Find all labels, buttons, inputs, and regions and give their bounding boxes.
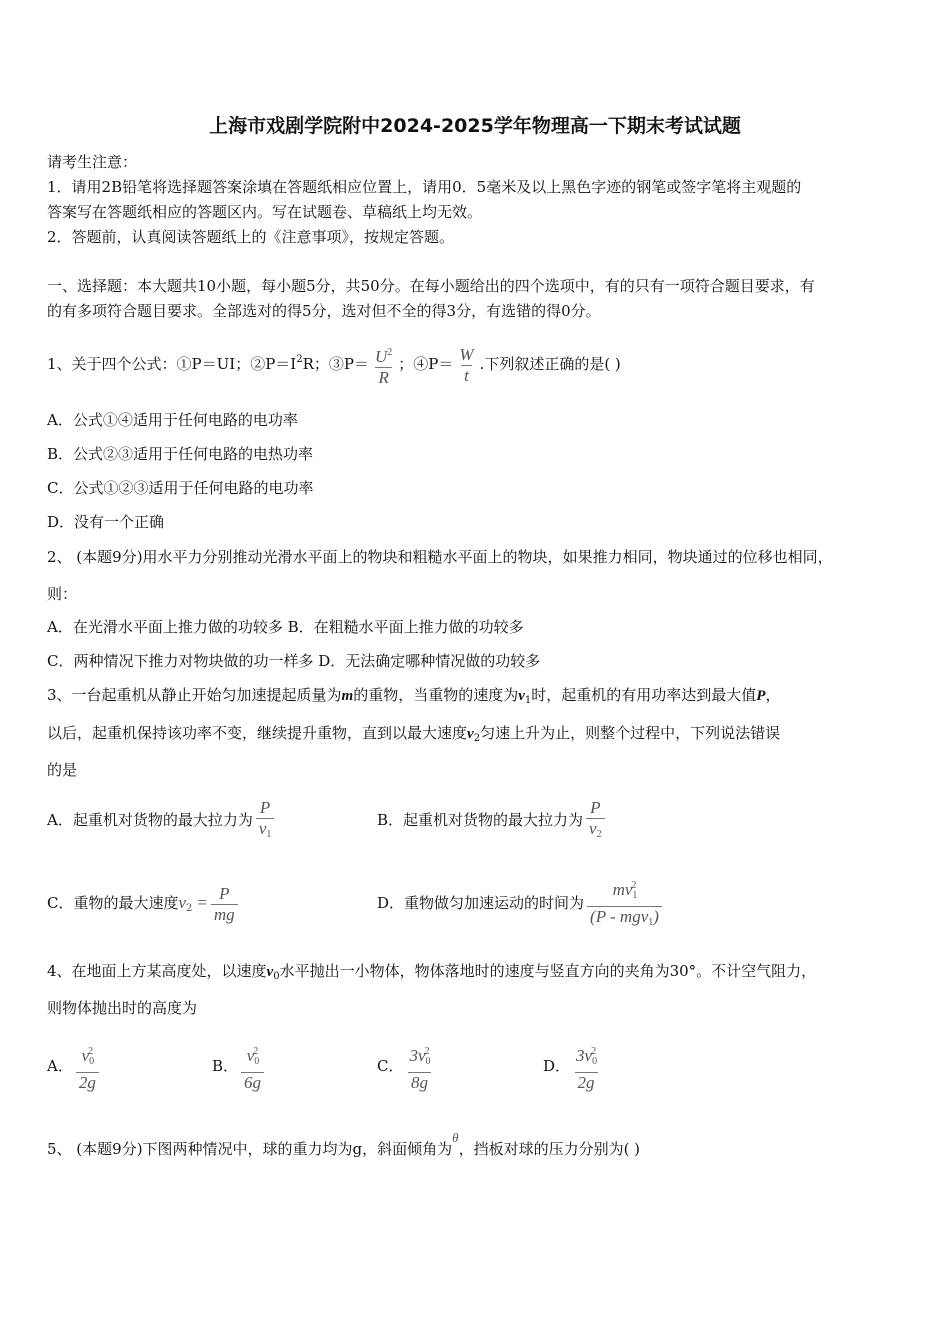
question-4-line-2: 则物体抛出时的高度为 <box>47 999 198 1017</box>
notice-line-2: 2．答题前，认真阅读答题纸上的《注意事项》，按规定答题。 <box>47 228 455 246</box>
formula-3v0sq-over-2g: $\frac{3v_0^2}{2g}$ <box>576 1045 598 1092</box>
formula-w-over-t: $\frac{W}{t}$ <box>459 344 474 385</box>
question-3-line-2: 以后，起重机保持该功率不变，继续提升重物，直到以最大速度$v_2$匀速上升为止，则整个过程中，下列说法错误 <box>47 724 781 744</box>
question-3-line-1: 3、一台起重机从静止开始匀加速提起质量为m的重物，当重物的速度为$v_1$时，起重机的有用功率达到最大值P， <box>47 686 781 706</box>
q1-option-c: C．公式①②③适用于任何电路的电功率 <box>47 479 314 497</box>
q2-options-ab: A．在光滑水平面上推力做的功较多 B．在粗糙水平面上推力做的功较多 <box>47 618 524 636</box>
formula-time-fraction: $\frac{mv_1^2}{(P - mgv_1)}$ <box>587 876 662 933</box>
page-title: 上海市戏剧学院附中2024-2025学年物理高一下期末考试试题 <box>209 115 741 137</box>
q1-option-d: D．没有一个正确 <box>47 513 165 531</box>
question-5-stem: 5、 (本题9分)下图两种情况中，球的重力均为g，斜面倾角为θ，挡板对球的压力分别为( ) <box>47 1130 641 1158</box>
q2-options-cd: C．两种情况下推力对物块做的功一样多 D．无法确定哪种情况做的功较多 <box>47 652 541 670</box>
q1-option-a: A．公式①④适用于任何电路的电功率 <box>47 411 298 429</box>
q1-sep: ；④P＝ <box>398 355 454 373</box>
formula-p-over-v2: $\frac{P}{v_2}$ <box>586 798 605 845</box>
q3-option-c: C．重物的最大速度$v_2$ = $\frac{P}{mg}$ <box>47 873 241 939</box>
section-1-line-2: 的有多项符合题目要求。全部选对的得5分，选对但不全的得3分，有选错的得0分。 <box>47 302 601 320</box>
formula-v0sq-over-2g: $\frac{v_0^2}{2g}$ <box>76 1042 99 1093</box>
formula-v0sq-over-6g: $\frac{v_0^2}{6g}$ <box>241 1042 264 1093</box>
formula-p-over-mg: $\frac{P}{mg}$ <box>211 884 238 925</box>
q3-option-d: D．重物做匀加速运动的时间为 $\frac{mv_1^2}{(P - mgv_1)}$ <box>377 873 665 933</box>
q3-option-b: B．起重机对货物的最大拉力为 $\frac{P}{v_2}$ <box>377 790 608 850</box>
question-2-line-1: 2、 (本题9分)用水平力分别推动光滑水平面上的物块和粗糙水平面上的物块，如果推力相同，物块通过的位移也相同， <box>47 548 833 566</box>
q1-mid: R；③P＝ <box>302 355 369 373</box>
formula-3v0sq-over-8g: $\frac{3v_0^2}{8g}$ <box>409 1045 431 1092</box>
question-3-line-3: 的是 <box>47 761 78 779</box>
theta-symbol: θ <box>452 1130 459 1145</box>
notice-line-1a: 1．请用2B铅笔将选择题答案涂填在答题纸相应位置上，请用0．5毫米及以上黑色字迹的钢笔或签字笔将主观题的 <box>47 178 802 196</box>
section-1-line-1: 一、选择题：本大题共10小题，每小题5分，共50分。在每小题给出的四个选项中，有的只有一项符合题目要求，有 <box>47 277 815 295</box>
q4-option-c: C． $\frac{3v_0^2}{8g}$ <box>377 1030 436 1102</box>
q4-option-d: D． $\frac{3v_0^2}{2g}$ <box>543 1030 602 1102</box>
question-2-line-2: 则： <box>47 585 78 603</box>
q1-prefix: 1、关于四个公式：①P＝UI；②P＝I <box>47 355 297 373</box>
q1-suffix: .下列叙述正确的是( ) <box>479 355 621 373</box>
notice-line-1b: 答案写在答题纸相应的答题区内。写在试题卷、草稿纸上均无效。 <box>47 203 483 221</box>
formula-p-over-v1: $\frac{P}{v_1}$ <box>256 798 275 845</box>
q4-option-a: A． $\frac{v_0^2}{2g}$ <box>47 1030 102 1102</box>
notice-heading: 请考生注意： <box>47 153 138 171</box>
formula-u2-over-r: $\frac{U^2}{R}$ <box>375 346 393 387</box>
q1-option-b: B．公式②③适用于任何电路的电热功率 <box>47 445 314 463</box>
question-1-stem <box>47 330 621 394</box>
q1-sup: 2 <box>296 354 303 365</box>
q4-option-b: B． $\frac{v_0^2}{6g}$ <box>212 1030 267 1102</box>
question-4-line-1: 4、在地面上方某高度处，以速度$v_0$水平抛出一小物体，物体落地时的速度与竖直方向的夹角为30°。不计空气阻力， <box>47 962 817 982</box>
q3-option-a: A．起重机对货物的最大拉力为 $\frac{P}{v_1}$ <box>47 790 277 850</box>
